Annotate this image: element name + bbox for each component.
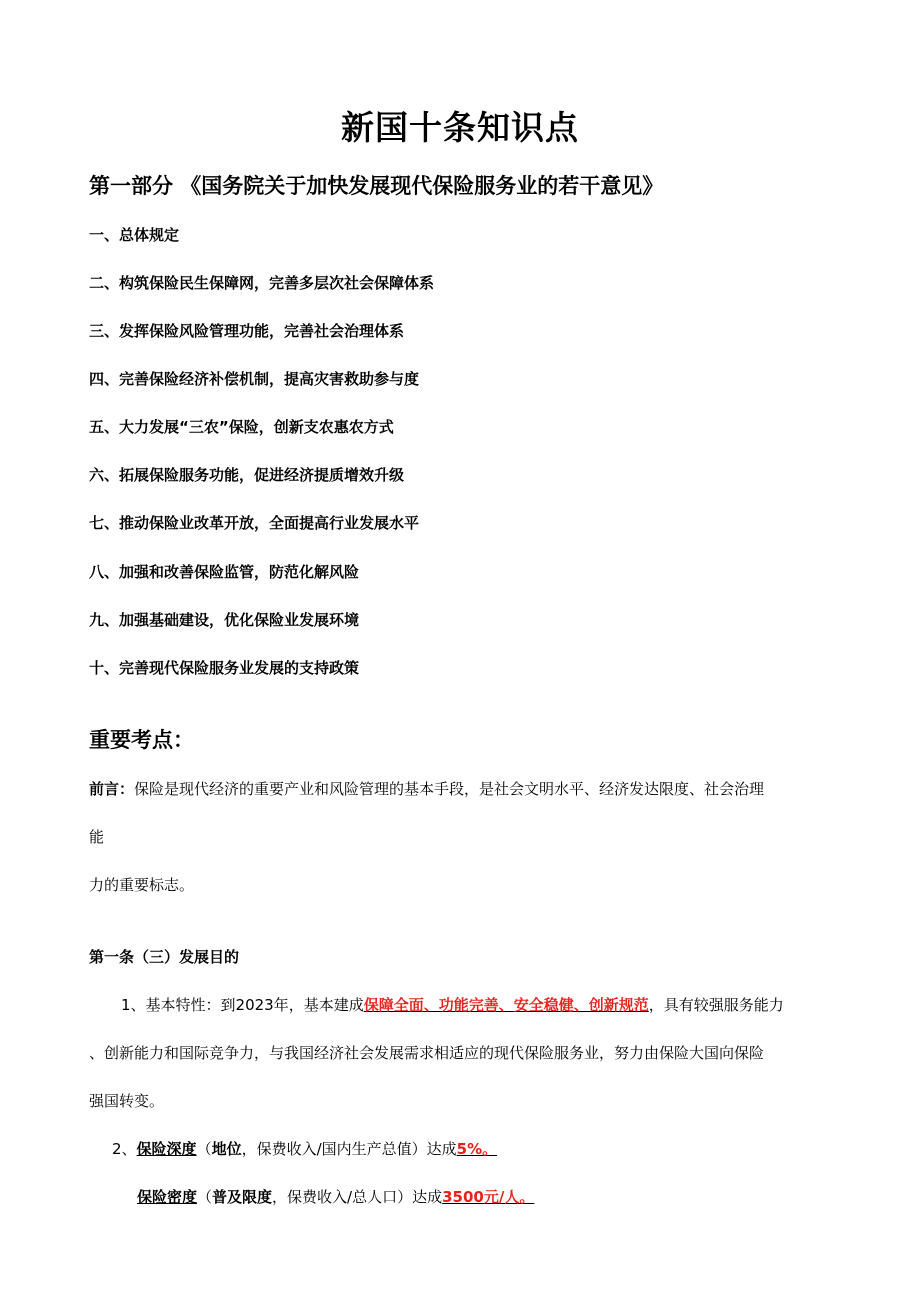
outline-item-9: 九、加强基础建设，优化保险业发展环境 (89, 611, 360, 629)
article1-point2 (112, 1138, 497, 1159)
outline-item-1: 一、总体规定 (89, 226, 180, 244)
outline-item-6: 六、拓展保险服务功能，促进经济提质增效升级 (89, 466, 405, 484)
document-title: 新国十条知识点 (341, 108, 579, 147)
point3-term: 保险密度 (137, 1188, 198, 1206)
outline-item-5: 五、大力发展“三农”保险，创新支农惠农方式 (89, 418, 394, 436)
article1-point1-line2: 、创新能力和国际竞争力，与我国经济社会发展需求相适应的现代保险服务业，努力由保险大国向保险 (89, 1044, 765, 1062)
outline-item-8: 八、加强和改善保险监管，防范化解风险 (89, 563, 360, 581)
point3-bold: 普及限度 (212, 1188, 273, 1206)
point1-suffix: ，具有较强服务能力 (648, 996, 784, 1014)
preface-label: 前言： (89, 780, 135, 798)
preface-text-1: 保险是现代经济的重要产业和风险管理的基本手段，是社会文明水平、经济发达限度、社会治理 (134, 780, 765, 798)
point2-value: 5%。 (456, 1140, 498, 1158)
point1-prefix: 1、基本特性：到2023年，基本建成 (121, 996, 364, 1014)
point3-mid: ，保费收入/总人口）达成 (272, 1188, 443, 1206)
part1-heading: 第一部分 《国务院关于加快发展现代保险服务业的若干意见》 (89, 174, 664, 198)
article1-point3 (137, 1186, 534, 1207)
point3-value: 3500元/人。 (442, 1188, 535, 1206)
point2-term: 保险深度 (136, 1140, 197, 1158)
key-points-heading: 重要考点： (89, 728, 194, 752)
article1-heading: 第一条（三）发展目的 (89, 948, 240, 966)
outline-item-3: 三、发挥保险风险管理功能，完善社会治理体系 (89, 322, 405, 340)
point2-open: （ (196, 1140, 212, 1158)
point2-bold: 地位 (211, 1140, 242, 1158)
point3-open: （ (197, 1188, 213, 1206)
preface-line-2: 能 (89, 828, 105, 846)
article1-point1-line1 (121, 994, 784, 1015)
preface-line-1 (89, 778, 764, 799)
article1-point1-line3: 强国转变。 (89, 1092, 165, 1110)
point2-mid: ，保费收入/国内生产总值）达成 (241, 1140, 457, 1158)
point2-number: 2、 (112, 1140, 137, 1158)
point1-highlight: 保障全面、功能完善、安全稳健、创新规范 (363, 996, 649, 1014)
outline-item-4: 四、完善保险经济补偿机制，提高灾害救助参与度 (89, 370, 420, 388)
outline-item-2: 二、构筑保险民生保障网，完善多层次社会保障体系 (89, 274, 435, 292)
outline-item-10: 十、完善现代保险服务业发展的支持政策 (89, 659, 360, 677)
preface-line-3: 力的重要标志。 (89, 876, 195, 894)
outline-item-7: 七、推动保险业改革开放，全面提高行业发展水平 (89, 514, 420, 532)
